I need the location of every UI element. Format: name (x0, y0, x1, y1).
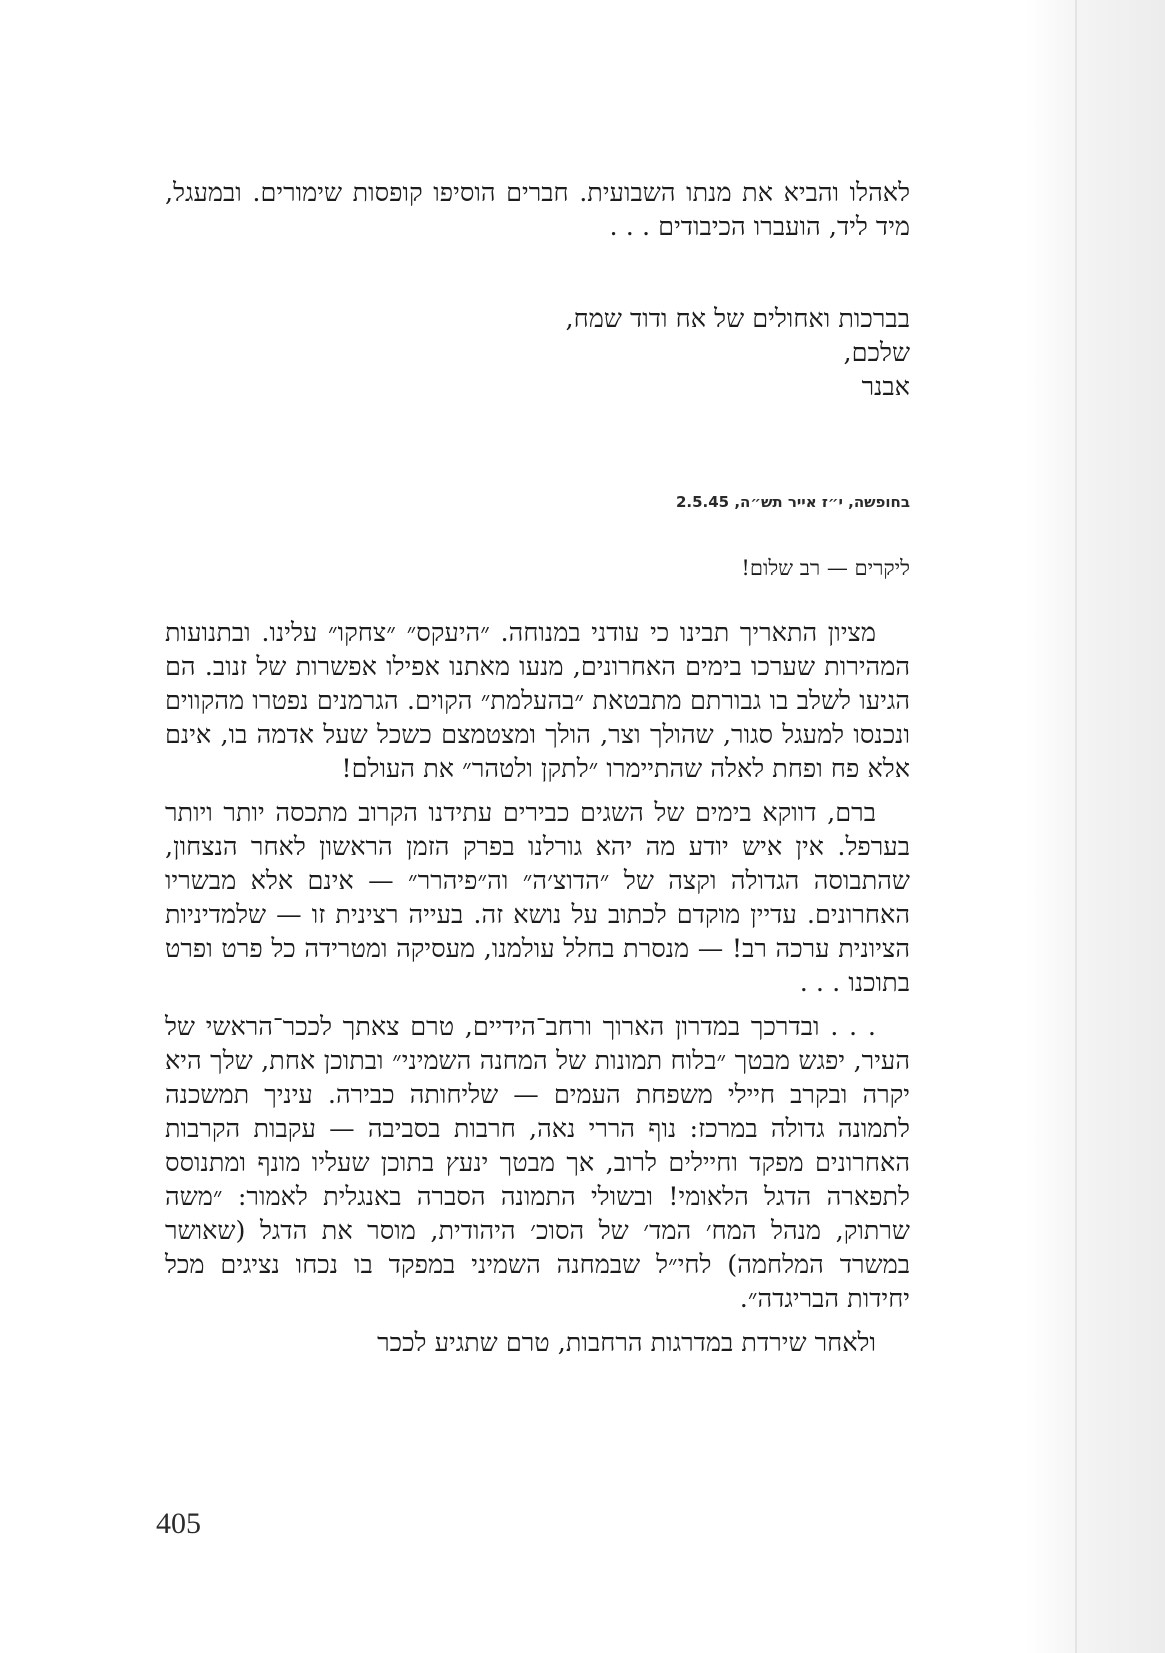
letter-closing (165, 302, 910, 404)
signature: אבנר (861, 372, 910, 402)
body-paragraph: ברם, דווקא בימים של השגים כבירים עתידנו הקרוב מתכסה יותר ויותר בערפל. אין איש יודע מה יהא גורלנו בפרק הזמן הראשון לאחר הנצחון, שהתבוסה הגדולה וקצה של ״הדוצ׳ה״ וה״פיהרר״ — אינם אלא מבשריו האחרונים. עדיין מוקדם לכתוב על נושא זה. בעייה רצינית זו — שלמדיניות הציונית ערכה רב! — מנסרת בחלל עולמנו, מעסיקה ומטרידה כל פרט ופרט בתוכנו . . . (165, 798, 910, 998)
closing-yours: שלכם, (843, 338, 910, 368)
page-number: 405 (156, 1507, 201, 1540)
letter-dateline: בחופשה, י״ז אייר תש״ה, 2.5.45 (675, 493, 910, 511)
body-paragraph: מציון התאריך תבינו כי עודני במנוחה. ״היעקס״ ״צחקו״ עלינו. ובתנועות המהירות שערכו בימים האחרונים, מנעו מאתנו אפילו אפשרות של זנוב. הם הגיעו לשלב בו גבורתם מתבטאת ״בהעלמת״ הקוים. הגרמנים נפטרו מהקווים ונכנסו למעגל סגור, שהולך וצר, הולך ומצטמצם כשכל שעל אדמה בו, אינם אלא פח ופחת לאלה שהתיימרו ״לתקן ולטהר״ את העולם! (165, 618, 910, 784)
letter-salutation: ליקרים — רב שלום! (741, 556, 910, 580)
page-content (165, 176, 910, 1360)
body-paragraph: ולאחר שירדת במדרגות הרחבות, טרם שתגיע לככר (377, 1328, 876, 1358)
body-paragraph: . . . ובדרכך במדרון הארוך ורחב־הידיים, טרם צאתך לככר־הראשי של העיר, יפגש מבטך ״בלוח תמונות של המחנה השמיני״ ובתוכן אחת, שלך היא יקרה ובקרב חיילי משפחת העמים — שליחותה כבירה. עיניך תמשכנה לתמונה גדולה במרכז: נוף הררי נאה, חרבות בסביבה — עקבות הקרבות האחרונים מפקד וחיילים לרוב, אך מבטך ינעץ בתוכן שעליו מונף ומתנוסס לתפארה הדגל הלאומי! ובשולי התמונה הסברה באנגלית לאמור: ״משה שרתוק, מנהל המח׳ המד׳ של הסוכ׳ היהודית, מוסר את הדגל (שאושר במשרד המלחמה) לחי״ל שבמחנה השמיני במפקד בו נכחו נציגים מכל יחידות הבריגדה״. (165, 1012, 910, 1314)
closing-greeting: בברכות ואחולים של אח ודוד שמח, (565, 304, 910, 334)
letter-tail-paragraph: לאהלו והביא את מנתו השבועית. חברים הוסיפו קופסות שימורים. ובמעגל, מיד ליד, הועברו הכיבודים . . . (165, 178, 910, 242)
page-edge-shadow (1025, 0, 1165, 1653)
